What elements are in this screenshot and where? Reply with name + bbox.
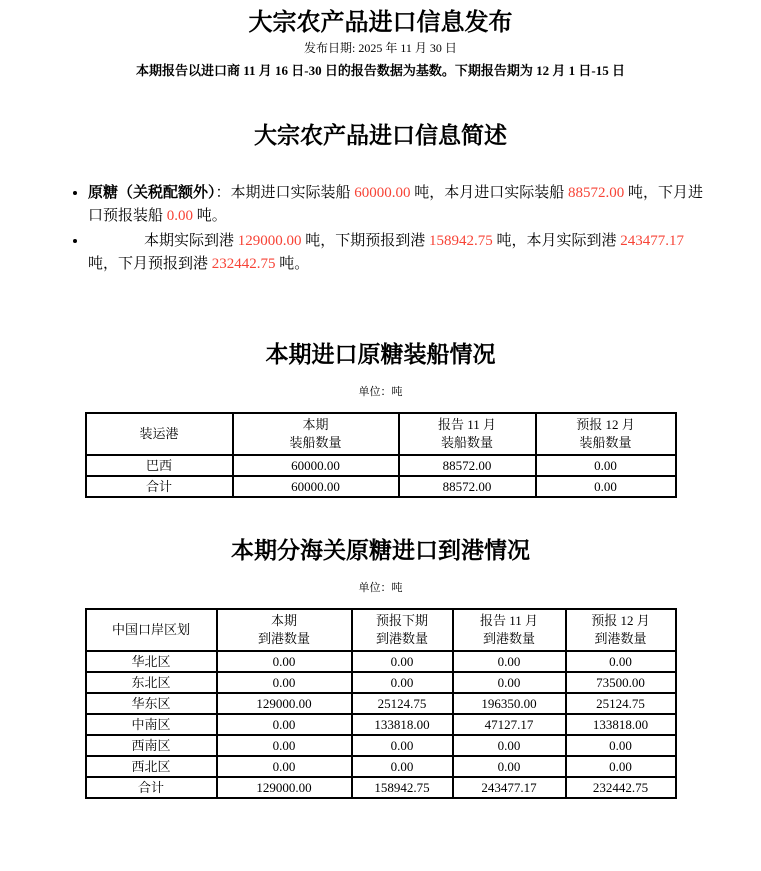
header-line: 到港数量 [482,631,535,646]
summary-list [0,182,761,276]
row-label: 合计 [86,777,217,798]
table-cell: 243477.17 [453,777,566,798]
table-row [86,455,676,476]
table-row [86,693,676,714]
publish-date: 发布日期: 2025 年 11 月 30 日 [304,41,457,55]
bullet-text: 吨，下期预报到港 [301,233,430,249]
row-label: 合计 [86,476,233,497]
table-cell: 47127.17 [453,714,566,735]
table-cell: 0.00 [536,455,676,476]
table-row-total [86,476,676,497]
shipping-table [85,412,677,498]
table-cell: 0.00 [217,735,352,756]
column-header-region: 中国口岸区划 [86,609,217,651]
column-header-next-period-forecast [352,609,453,651]
table-cell: 88572.00 [399,476,536,497]
header-line: 预报 12 月 [576,417,635,432]
table-row [86,651,676,672]
header-line: 到港数量 [375,631,428,646]
arrival-table [85,608,677,799]
table-cell: 0.00 [352,735,453,756]
table-cell: 133818.00 [352,714,453,735]
table-row [86,714,676,735]
summary-bullet-arrival [88,230,711,276]
table-cell: 88572.00 [399,455,536,476]
table-cell: 0.00 [352,756,453,777]
unit-label: 单位：吨 [358,386,403,398]
table-cell: 196350.00 [453,693,566,714]
page-title: 大宗农产品进口信息发布 [248,10,513,36]
bullet-lead-bold: 原糖（关税配额外） [88,185,216,201]
bullet-text: 吨。 [275,256,310,272]
table-cell: 0.00 [453,672,566,693]
value-next-month-forecast-arrival: 232442.75 [211,256,276,272]
header-line: 装船数量 [440,435,493,450]
bullet-text: 吨，本月实际到港 [492,233,621,249]
table-cell: 0.00 [566,756,676,777]
value-next-month-forecast-shipped: 0.00 [166,208,194,224]
header-line: 预报 12 月 [591,613,650,628]
column-header-report-nov [453,609,566,651]
bullet-text: 吨，本月进口实际装船 [410,185,569,201]
summary-bullet-raw-sugar [88,182,711,228]
table-cell: 232442.75 [566,777,676,798]
table-cell: 0.00 [453,756,566,777]
column-header-current-arrival [217,609,352,651]
document-page [0,8,761,871]
bullet-text: ：本期进口实际装船 [215,185,355,201]
table-cell: 0.00 [453,735,566,756]
summary-heading: 大宗农产品进口信息简述 [254,123,507,148]
table-cell: 25124.75 [352,693,453,714]
table-cell: 0.00 [566,651,676,672]
shipping-section-heading: 本期进口原糖装船情况 [265,342,496,367]
column-header-report-nov [399,413,536,455]
header-line: 到港数量 [594,631,647,646]
value-month-arrived: 243477.17 [620,233,685,249]
header-line: 本期 [270,613,297,628]
table-cell: 73500.00 [566,672,676,693]
unit-label: 单位：吨 [358,582,403,594]
arrival-section-heading: 本期分海关原糖进口到港情况 [231,538,530,563]
table-cell: 0.00 [217,756,352,777]
header-line: 预报下期 [375,613,428,628]
value-month-shipped: 88572.00 [568,185,625,201]
bullet-text: 本期实际到港 [144,233,238,249]
table-cell: 133818.00 [566,714,676,735]
column-header-forecast-dec [536,413,676,455]
column-header-forecast-dec [566,609,676,651]
row-label: 中南区 [86,714,217,735]
table-cell: 0.00 [217,672,352,693]
table-cell: 0.00 [566,735,676,756]
header-line: 本期 [302,417,329,432]
bullet-text: 吨，下月进口预报装船 [88,185,704,224]
row-label: 华东区 [86,693,217,714]
header-line: 报告 11 月 [437,417,497,432]
table-cell: 0.00 [217,714,352,735]
table-row [86,735,676,756]
row-label: 东北区 [86,672,217,693]
table-cell: 0.00 [352,672,453,693]
column-header-port: 装运港 [86,413,233,455]
table-cell: 60000.00 [233,455,399,476]
table-cell: 129000.00 [217,777,352,798]
header-line: 报告 11 月 [479,613,539,628]
table-cell: 0.00 [453,651,566,672]
shipping-table-header-row [86,413,676,455]
table-row [86,672,676,693]
table-row [86,756,676,777]
bullet-text: 吨，下月预报到港 [88,256,212,272]
row-label: 西南区 [86,735,217,756]
report-period-note: 本期报告以进口商 11 月 16 日-30 日的报告数据为基数。下期报告期为 12 月 1 日-15 日 [136,63,625,78]
table-row-total [86,777,676,798]
row-label: 西北区 [86,756,217,777]
arrival-table-header-row [86,609,676,651]
table-cell: 129000.00 [217,693,352,714]
value-current-arrived: 129000.00 [237,233,302,249]
header-line: 到港数量 [257,631,310,646]
row-label: 巴西 [86,455,233,476]
table-cell: 0.00 [217,651,352,672]
table-cell: 0.00 [352,651,453,672]
value-current-shipped: 60000.00 [354,185,411,201]
header-line: 装船数量 [289,435,342,450]
row-label: 华北区 [86,651,217,672]
table-cell: 60000.00 [233,476,399,497]
value-next-period-forecast-arrival: 158942.75 [429,233,493,249]
table-cell: 158942.75 [352,777,453,798]
column-header-current-shipped [233,413,399,455]
bullet-text: 吨。 [193,208,227,224]
table-cell: 0.00 [536,476,676,497]
table-cell: 25124.75 [566,693,676,714]
header-line: 装船数量 [579,435,632,450]
